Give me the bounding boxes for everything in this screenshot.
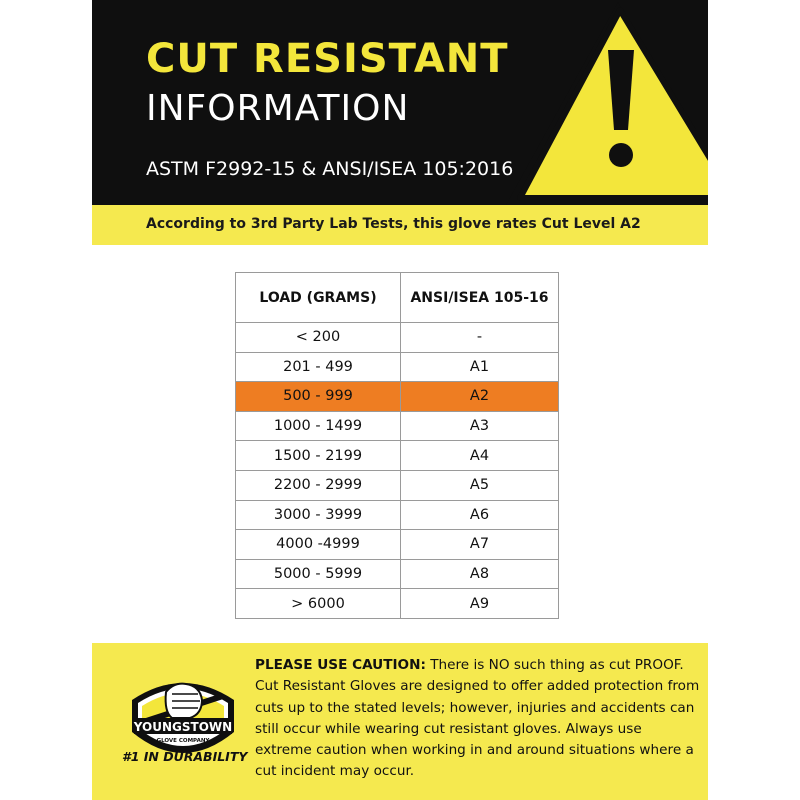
table-row xyxy=(236,500,559,530)
logo-subtext: GLOVE COMPANY xyxy=(156,738,210,744)
table-row xyxy=(236,530,559,560)
header-panel xyxy=(92,0,708,205)
load-cell: 2200 - 2999 xyxy=(236,470,401,500)
cut-level-table xyxy=(235,272,559,619)
level-cell: A7 xyxy=(401,530,559,560)
standard-reference: ASTM F2992-15 & ANSI/ISEA 105:2016 xyxy=(146,158,514,180)
level-cell: A3 xyxy=(401,411,559,441)
table-row xyxy=(236,589,559,619)
caution-lead: PLEASE USE CAUTION: xyxy=(255,657,426,673)
cut-level-statement: According to 3rd Party Lab Tests, this glove rates Cut Level A2 xyxy=(146,216,641,232)
level-cell: A5 xyxy=(401,470,559,500)
table-row xyxy=(236,411,559,441)
level-cell: A8 xyxy=(401,559,559,589)
table-row-highlighted xyxy=(236,382,559,412)
table-row xyxy=(236,559,559,589)
table-row xyxy=(236,352,559,382)
level-cell: A4 xyxy=(401,441,559,471)
load-cell: > 6000 xyxy=(236,589,401,619)
load-cell: < 200 xyxy=(236,323,401,353)
level-cell: A2 xyxy=(401,382,559,412)
load-cell: 1500 - 2199 xyxy=(236,441,401,471)
cut-level-banner xyxy=(92,205,708,245)
load-cell: 1000 - 1499 xyxy=(236,411,401,441)
table-row xyxy=(236,323,559,353)
brand-tagline: #1 IN DURABILITY xyxy=(122,749,248,764)
caution-panel xyxy=(92,643,708,800)
load-cell: 3000 - 3999 xyxy=(236,500,401,530)
load-cell: 5000 - 5999 xyxy=(236,559,401,589)
load-cell: 4000 -4999 xyxy=(236,530,401,560)
column-header-load: LOAD (GRAMS) xyxy=(236,273,401,323)
table-row xyxy=(236,470,559,500)
column-header-ansi: ANSI/ISEA 105-16 xyxy=(401,273,559,323)
caution-body: There is NO such thing as cut PROOF. Cut Resistant Gloves are designed to offer added protection from cuts up to the stated levels; however, injuries and accidents can still occur while wearing cut resistant gloves. Always use extreme caution when working in and around situations where a cut incident may occur. xyxy=(255,657,700,780)
logo-wordmark: YOUNGSTOWN xyxy=(133,720,233,734)
title-line-1: CUT RESISTANT xyxy=(146,36,509,82)
info-sheet xyxy=(92,0,708,800)
title-line-2: INFORMATION xyxy=(146,88,410,129)
level-cell: A1 xyxy=(401,352,559,382)
caution-text xyxy=(255,655,700,783)
load-cell: 500 - 999 xyxy=(236,382,401,412)
warning-triangle-icon xyxy=(502,0,708,205)
level-cell: - xyxy=(401,323,559,353)
level-cell: A9 xyxy=(401,589,559,619)
load-cell: 201 - 499 xyxy=(236,352,401,382)
table-header-row xyxy=(236,273,559,323)
table-row xyxy=(236,441,559,471)
level-cell: A6 xyxy=(401,500,559,530)
